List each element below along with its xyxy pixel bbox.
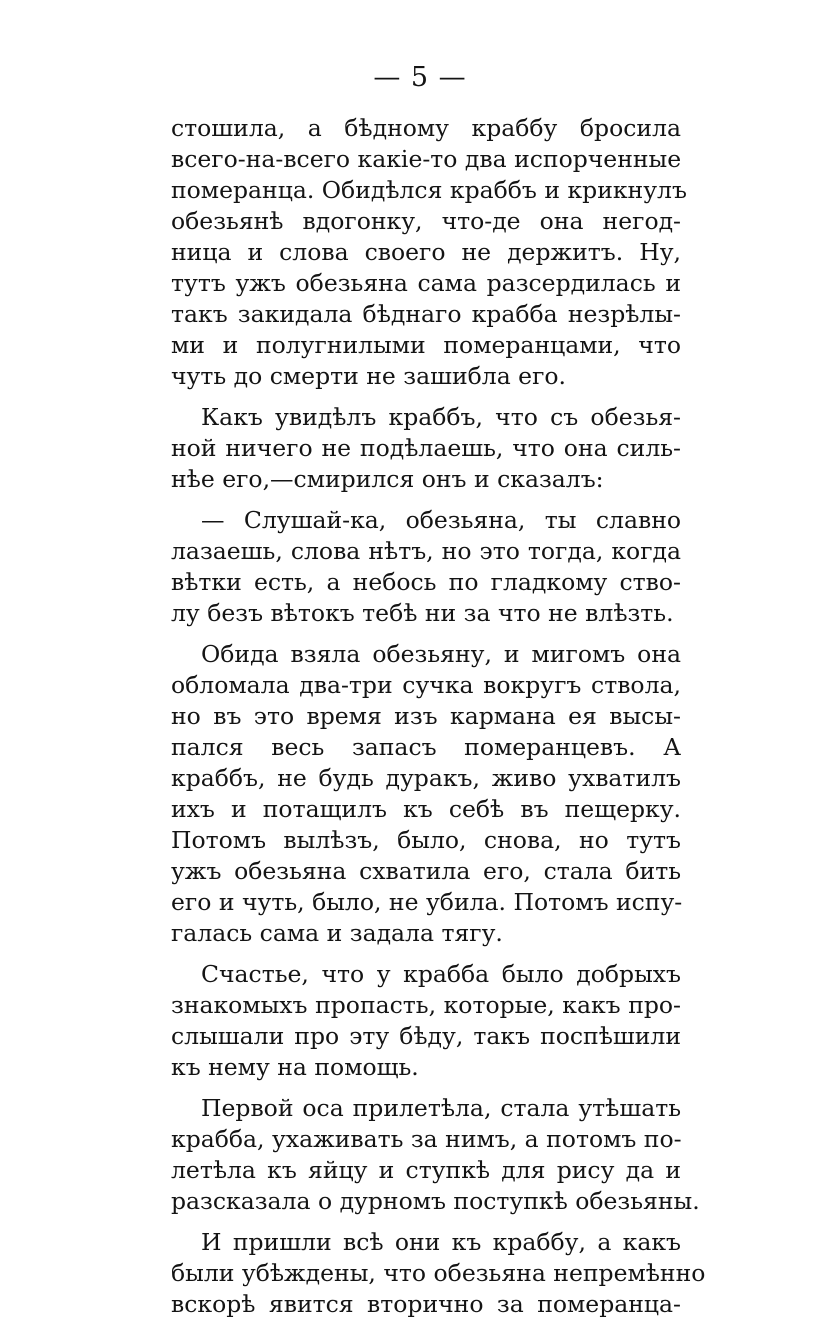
text-line: пался весь запасъ померанцевъ. А (171, 733, 681, 761)
paragraph (171, 1093, 700, 1217)
text-line: тутъ ужъ обезьяна сама разсердилась и (171, 269, 681, 297)
text-line: обезьянѣ вдогонку, что-де она негод- (171, 207, 681, 235)
text-line: Потомъ вылѣзъ, было, снова, но тутъ (171, 826, 681, 854)
text-line: лазаешь, слова нѣтъ, но это тогда, когда (171, 537, 681, 565)
text-line: знакомыхъ пропасть, которые, какъ про- (171, 991, 681, 1019)
text-line: стошила, а бѣдному краббу бросила (171, 114, 681, 142)
text-line: Счастье, что у крабба было добрыхъ (201, 960, 681, 988)
text-line: были убѣждены, что обезьяна непремѣнно (171, 1259, 706, 1287)
text-line: — Слушай-ка, обезьяна, ты славно (201, 506, 681, 534)
paragraph (171, 402, 681, 495)
text-line: но въ это время изъ кармана ея высы- (171, 702, 681, 730)
text-line: Обида взяла обезьяну, и мигомъ она (201, 640, 681, 668)
text-line: Первой оса прилетѣла, стала утѣшать (201, 1094, 681, 1122)
text-line: вскорѣ явится вторично за померанца- (171, 1290, 681, 1318)
text-line: ми и полугнилыми померанцами, что (171, 331, 681, 359)
text-line: чуть до смерти не зашибла его. (171, 362, 567, 390)
paragraph (171, 113, 687, 392)
text-line: ихъ и потащилъ къ себѣ въ пещерку. (171, 795, 681, 823)
text-line: Какъ увидѣлъ краббъ, что съ обезья- (201, 403, 681, 431)
text-line: разсказала о дурномъ поступкѣ обезьяны. (171, 1187, 700, 1215)
text-line: летѣла къ яйцу и ступкѣ для рису да и (171, 1156, 681, 1184)
text-line: его и чуть, было, не убила. Потомъ испу- (171, 888, 683, 916)
text-line: И пришли всѣ они къ краббу, а какъ (201, 1228, 681, 1256)
paragraph (171, 959, 681, 1083)
text-line: ужъ обезьяна схватила его, стала бить (171, 857, 681, 885)
page-number: — 5 — (373, 62, 467, 93)
text-line: всего-на-всего какіе-то два испорченные (171, 145, 682, 173)
body-text (171, 113, 706, 1330)
paragraph (171, 639, 681, 949)
text-line: ной ничего не подѣлаешь, что она силь- (171, 434, 681, 462)
text-line: обломала два-три сучка вокругъ ствола, (171, 671, 681, 699)
paragraph (171, 1227, 706, 1320)
text-line: вѣтки есть, а небось по гладкому ство- (171, 568, 681, 596)
text-line: къ нему на помощь. (171, 1053, 419, 1081)
text-line: галась сама и задала тягу. (171, 919, 503, 947)
text-line: краббъ, не будь дуракъ, живо ухватилъ (171, 764, 681, 792)
text-line: крабба, ухаживать за нимъ, а потомъ по- (171, 1125, 682, 1153)
paragraph (171, 505, 681, 629)
text-line: ница и слова своего не держитъ. Ну, (171, 238, 681, 266)
text-line: лу безъ вѣтокъ тебѣ ни за что не влѣзть. (171, 599, 674, 627)
text-line: слышали про эту бѣду, такъ поспѣшили (171, 1022, 681, 1050)
text-line: померанца. Обидѣлся краббъ и крикнулъ (171, 176, 687, 204)
text-line: нѣе его,—смирился онъ и сказалъ: (171, 465, 604, 493)
text-line: такъ закидала бѣднаго крабба незрѣлы- (171, 300, 681, 328)
